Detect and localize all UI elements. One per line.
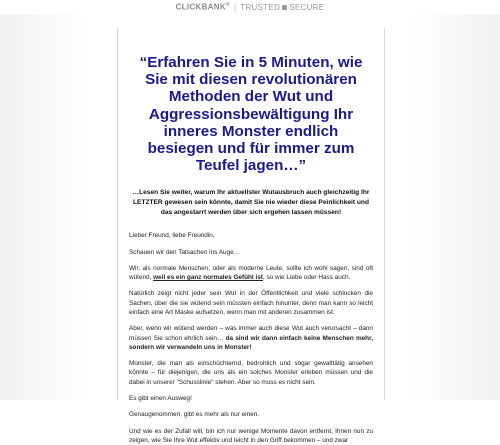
paragraph: Wir, als normale Menschen, oder als moderne Leute, sollte ich wohl sagen, sind oft wütend, weil es ein ganz normales Gefühl ist, so wie Liebe oder Hass auch. xyxy=(129,264,373,282)
paragraph: Schauen wir den Tatsachen ins Auge… xyxy=(129,248,241,256)
paragraph: Und wie es der Zufall will, bin ich nur wenige Momente davon entfernt, Ihnen nun zu zeigen, wie Sie Ihre Wut effektiv und leicht in den Griff bekommen – und zwar xyxy=(129,427,373,444)
letter-body xyxy=(129,231,373,445)
clickbank-logo: CLICKBANK® xyxy=(175,2,230,12)
paragraph: Monster, die man als einschüchternd, bedrohlich und sogar gewalttätig ansehen könnte – für diejenigen, die uns als ein solches Monster erleben müssen und die dabei in unserer "Schusslinie" stehen. Aber so muss es nicht sein. xyxy=(129,360,373,386)
emphasis: weil es ein ganz normales Gefühl ist xyxy=(153,274,263,282)
divider: | xyxy=(233,2,237,12)
greeting: Lieber Freund, liebe Freundin, xyxy=(129,232,215,240)
lock-icon xyxy=(282,5,287,10)
trusted-label: TRUSTED xyxy=(240,2,281,12)
paragraph: Aber, wenn wir wütend werden – was immer auch diese Wut auch verursacht – dann müssen Sie schon ehrlich sein… da sind wir dann einfach keine Menschen mehr, sondern wir verwandeln uns in Monster! xyxy=(129,325,373,351)
page-background xyxy=(0,14,500,444)
sales-letter-panel xyxy=(117,28,385,444)
secure-label: SECURE xyxy=(289,2,325,12)
emphasis: da sind wir dann einfach keine Menschen mehr, sondern wir verwandeln uns in Monster! xyxy=(129,334,373,351)
trust-bar xyxy=(0,0,500,14)
paragraph: Natürlich zeigt nicht jeder sein Wut in der Öffentlichkeit und viele schlucken die Sachen, über die sie wütend sein müssten einfach hinunter, denn man kann so leicht einfach eine Art Maske aufsetzen, wenn man mit anderen zusammen ist. xyxy=(129,290,373,316)
headline: “Erfahren Sie in 5 Minuten, wie Sie mit diesen revolutionären Methoden der Wut und Aggressionsbewältigung Ihr inneres Monster endlich besiegen und für immer zum Teufel jagen…” xyxy=(139,54,363,175)
paragraph: Genaugenommen, gibt es mehr als nur einen. xyxy=(129,411,260,419)
subheadline: …Lesen Sie weiter, warum Ihr aktuellster Wutausbruch auch gleichzeitig Ihr LETZTER gewesen sein könnte, damit Sie nie wieder diese Peinlichkeit und das angestarrt werden über sich ergehen lassen müssen! xyxy=(132,189,370,216)
paragraph: Es gibt einen Ausweg! xyxy=(129,395,192,403)
